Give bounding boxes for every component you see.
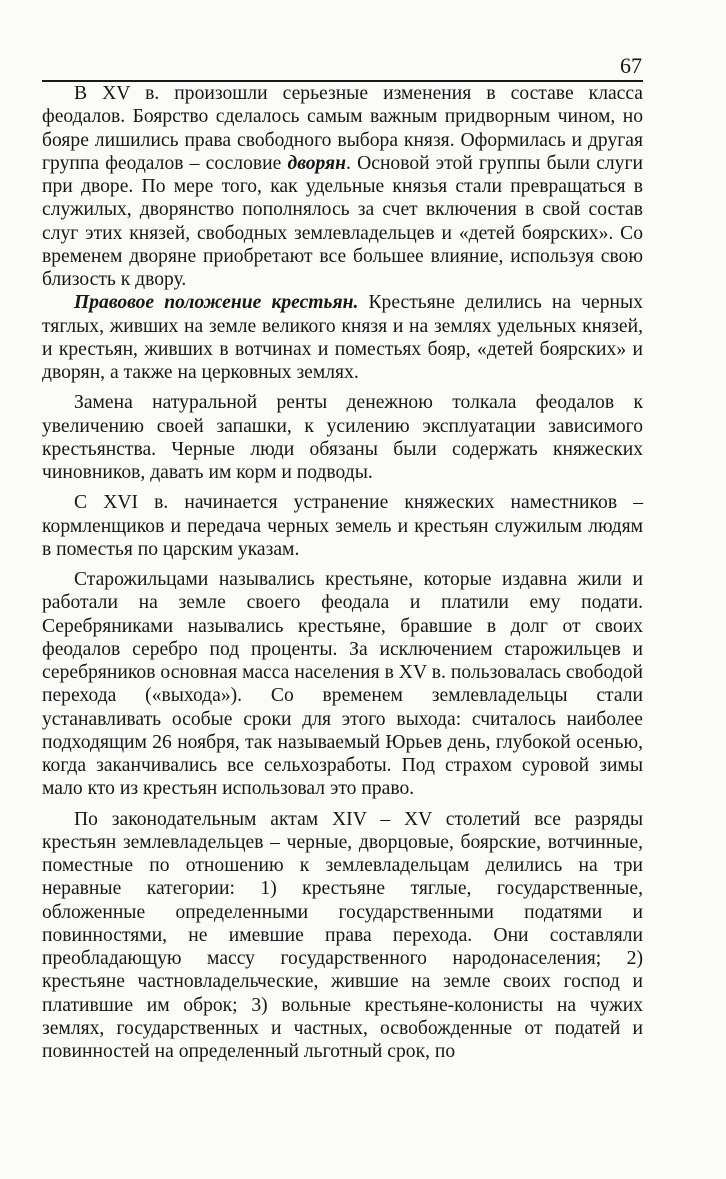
paragraph-4: С XVI в. начинается устранение княжеских наместников – кормленщиков и передача черных земель и крестьян служилым людям в поместья по царским указам. [42,492,643,560]
paragraph-1 [42,82,643,291]
paragraph-1-text-b: . Основой этой группы были слуги при дворе. По мере того, как удельные князья стали превращаться в служилых, дворянство пополнялось за счет включения в свой состав слуг этих князей, свободных землевладельцев и «детей боярских». Со временем дворяне приобретают все большее влияние, используя свою близость к двору. [42,152,644,290]
paragraph-6: По законодательным актам XIV – XV столетий все разряды крестьян землевладельцев – черные, дворцовые, боярские, вотчинные, поместные по отношению к землевладельцам делились на три неравные категории: 1) крестьяне тяглые, государственные, обложенные определенными государственными податями и повинностями, не имевшие права перехода. Они составляли преобладающую массу государственного народонаселения; 2) крестьяне частновладельческие, жившие на земле своих господ и платившие им оброк; 3) вольные крестьяне-колонисты на чужих землях, государственных и частных, освобожденные от податей и повинностей на определенный льготный срок, по [42,808,643,1062]
page-number: 67 [620,53,642,78]
paragraph-2-text: Крестьяне делились на черных тяглых, живших на земле великого князя и на землях удельных князей, и крестьян, живших в вотчинах и поместьях бояр, «детей боярских» и дворян, а также на церковных землях. [42,292,643,383]
paragraph-1-text-a: В XV в. произошли серьезные изменения в составе класса феодалов. Боярство сделалось самым важным придворным чином, но бояре лишились права свободного выбора князя. Оформилась и другая группа феодалов – сословие [42,83,643,174]
paragraph-5: Старожильцами назывались крестьяне, которые издавна жили и работали на земле своего феодала и платили ему подати. Серебряниками назывались крестьяне, бравшие в долг от своих феодалов серебро под проценты. За исключением старожильцев и серебряников основная масса населения в XV в. пользовалась свободой перехода («выхода»). Со временем землевладельцы стали устанавливать особые сроки для этого выхода: считалось наиболее подходящим 26 ноября, так называемый Юрьев день, глубокой осенью, когда заканчивались все сельхозработы. Под страхом суровой зимы мало кто из крестьян использовал это право. [42,569,643,800]
section-heading: Правовое положение крестьян. [74,292,359,314]
paragraph-2 [42,291,643,384]
term-dvoryan: дворян [287,152,347,174]
body-text [42,82,643,1070]
paragraph-3: Замена натуральной ренты денежною толкала феодалов к увеличению своей запашки, к усилению эксплуатации зависимого крестьянства. Черные люди обязаны были содержать княжеских чиновников, давать им корм и подводы. [42,392,643,483]
